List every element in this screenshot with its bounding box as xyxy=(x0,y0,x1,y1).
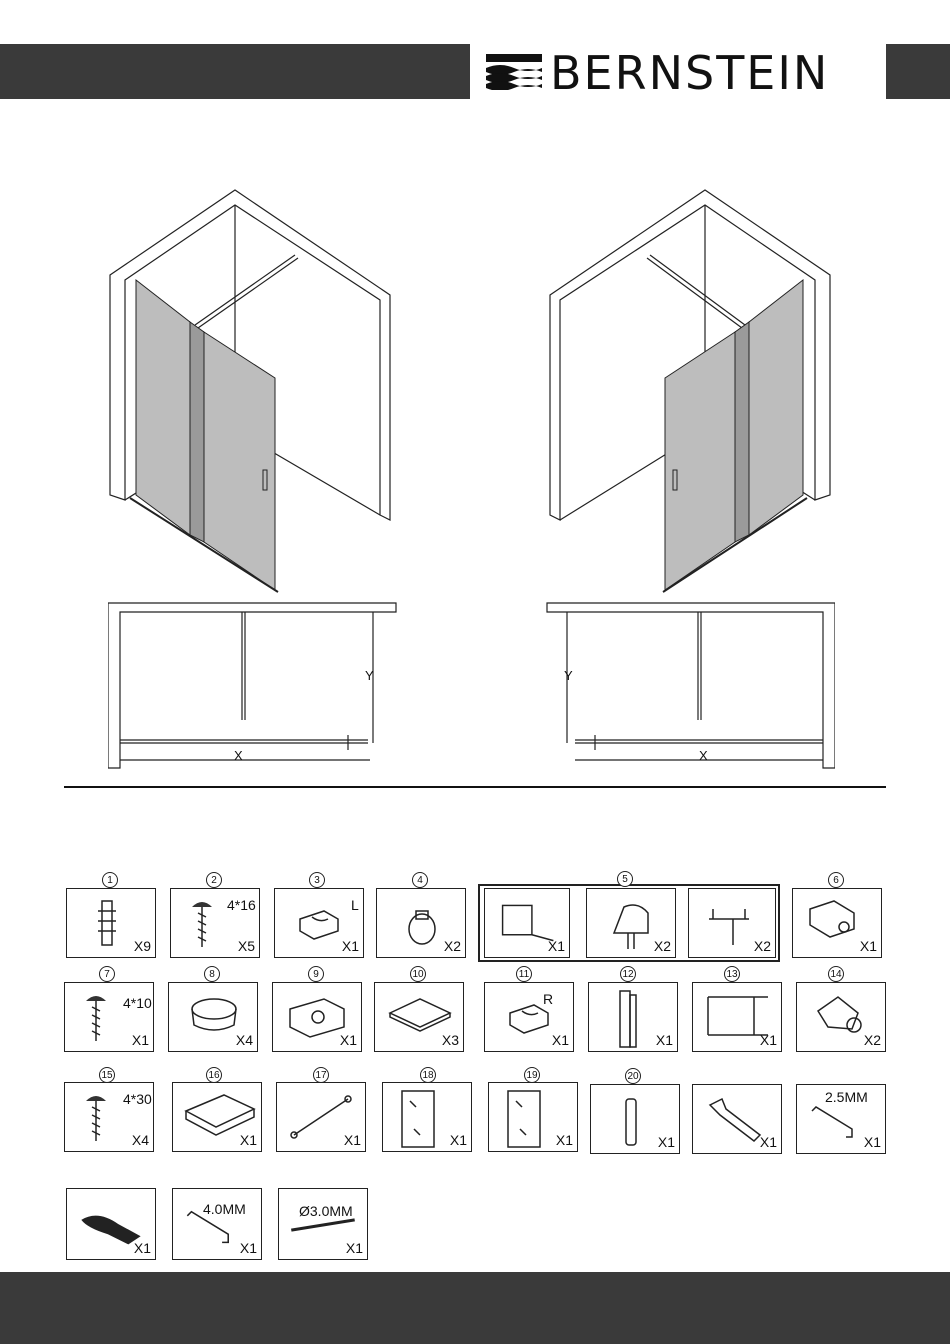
part-item xyxy=(172,1188,262,1260)
part-quantity: X1 xyxy=(655,1032,673,1048)
part-quantity: X1 xyxy=(551,1032,569,1048)
right-plan-drawing xyxy=(545,600,835,770)
part-number: 13 xyxy=(724,966,740,982)
part-quantity: X1 xyxy=(239,1132,257,1148)
brand-logo xyxy=(486,44,882,99)
part-item xyxy=(66,1188,156,1260)
part-number: 12 xyxy=(620,966,636,982)
part-item xyxy=(588,982,678,1052)
part-item xyxy=(688,888,776,958)
part-item xyxy=(170,888,260,958)
part-number: 9 xyxy=(308,966,324,982)
header-bar-left xyxy=(0,44,470,99)
part-spec: L xyxy=(351,897,359,913)
part-quantity: X5 xyxy=(237,938,255,954)
part-number: 14 xyxy=(828,966,844,982)
part-item xyxy=(376,888,466,958)
part-spec: 4*16 xyxy=(227,897,256,913)
part-number: 2 xyxy=(206,872,222,888)
left-plan-view xyxy=(108,600,398,770)
part-number: 17 xyxy=(313,1067,329,1083)
part-number: 20 xyxy=(625,1068,641,1084)
part-number: 7 xyxy=(99,966,115,982)
part-item xyxy=(66,888,156,958)
part-quantity: X4 xyxy=(131,1132,149,1148)
brand-name: BERNSTEIN xyxy=(550,46,830,100)
part-number: 10 xyxy=(410,966,426,982)
part-quantity: X1 xyxy=(759,1032,777,1048)
part-item xyxy=(484,982,574,1052)
part-item xyxy=(374,982,464,1052)
part-quantity: X1 xyxy=(547,938,565,954)
part-quantity: X1 xyxy=(131,1032,149,1048)
part-item xyxy=(484,888,570,958)
part-quantity: X1 xyxy=(345,1240,363,1256)
part-item xyxy=(796,1084,886,1154)
part-number: 8 xyxy=(204,966,220,982)
part-item xyxy=(586,888,676,958)
part-item xyxy=(64,1082,154,1152)
part-item xyxy=(64,982,154,1052)
part-quantity: X1 xyxy=(341,938,359,954)
left-plan-drawing xyxy=(108,600,398,770)
part-item xyxy=(278,1188,368,1260)
part-number: 1 xyxy=(102,872,118,888)
part-number: 6 xyxy=(828,872,844,888)
part-quantity: X2 xyxy=(863,1032,881,1048)
part-item xyxy=(796,982,886,1052)
part-number: 19 xyxy=(524,1067,540,1083)
part-quantity: X1 xyxy=(759,1134,777,1150)
right-plan-view xyxy=(545,600,835,770)
part-number: 4 xyxy=(412,872,428,888)
part-number: 11 xyxy=(516,966,532,982)
part-spec: 4*30 xyxy=(123,1091,152,1107)
part-quantity: X1 xyxy=(339,1032,357,1048)
right-y-dimension: Y xyxy=(564,668,573,683)
part-item xyxy=(274,888,364,958)
part-quantity: X9 xyxy=(133,938,151,954)
part-item xyxy=(488,1082,578,1152)
part-item xyxy=(276,1082,366,1152)
part-quantity: X1 xyxy=(343,1132,361,1148)
part-quantity: X4 xyxy=(235,1032,253,1048)
section-divider xyxy=(64,786,886,788)
part-item xyxy=(382,1082,472,1152)
part-item xyxy=(168,982,258,1052)
part-quantity: X1 xyxy=(133,1240,151,1256)
wave-logo-icon xyxy=(486,54,542,90)
right-3d-diagram xyxy=(545,180,845,600)
part-number: 5 xyxy=(617,871,633,887)
part-item xyxy=(692,1084,782,1154)
part-item xyxy=(272,982,362,1052)
part-item xyxy=(792,888,882,958)
part-quantity: X2 xyxy=(653,938,671,954)
part-quantity: X2 xyxy=(443,938,461,954)
part-quantity: X1 xyxy=(859,938,877,954)
part-spec: 4.0MM xyxy=(203,1201,246,1217)
part-spec: Ø3.0MM xyxy=(299,1203,353,1219)
part-item xyxy=(692,982,782,1052)
part-quantity: X1 xyxy=(449,1132,467,1148)
footer-bar xyxy=(0,1272,950,1344)
right-x-dimension: X xyxy=(699,748,708,763)
part-quantity: X1 xyxy=(863,1134,881,1150)
part-item xyxy=(590,1084,680,1154)
part-quantity: X2 xyxy=(753,938,771,954)
left-x-dimension: X xyxy=(234,748,243,763)
part-spec: 2.5MM xyxy=(825,1089,868,1105)
part-spec: R xyxy=(543,991,554,1007)
header-bar-right xyxy=(886,44,950,99)
left-y-dimension: Y xyxy=(365,668,374,683)
part-number: 3 xyxy=(309,872,325,888)
part-number: 16 xyxy=(206,1067,222,1083)
part-item xyxy=(172,1082,262,1152)
part-quantity: X3 xyxy=(441,1032,459,1048)
part-number: 15 xyxy=(99,1067,115,1083)
part-quantity: X1 xyxy=(239,1240,257,1256)
left-3d-diagram xyxy=(100,180,400,600)
part-number: 18 xyxy=(420,1067,436,1083)
part-quantity: X1 xyxy=(555,1132,573,1148)
part-quantity: X1 xyxy=(657,1134,675,1150)
part-spec: 4*10 xyxy=(123,995,152,1011)
